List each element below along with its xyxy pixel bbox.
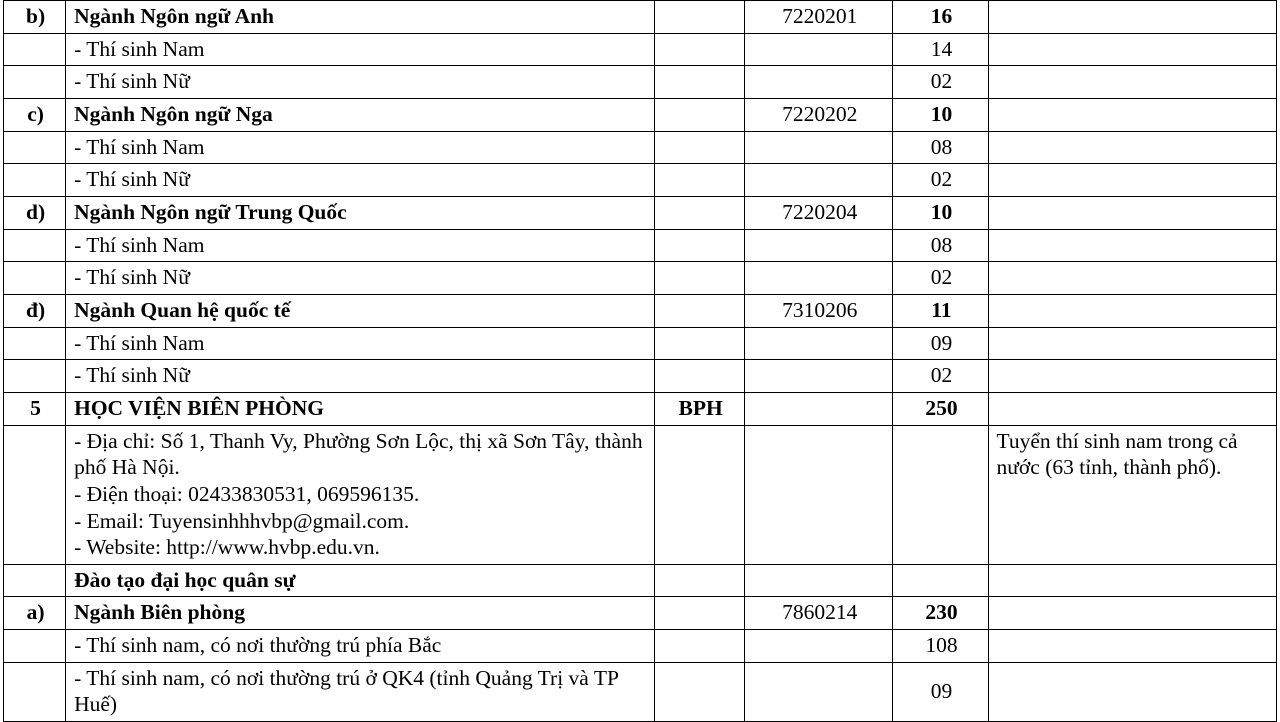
row-note-cell — [988, 164, 1276, 197]
row-major-code-cell — [745, 327, 893, 360]
row-major-code-cell — [745, 360, 893, 393]
row-major-code-cell: 7220204 — [745, 196, 893, 229]
row-index-cell — [4, 131, 66, 164]
row-quota-cell: 02 — [893, 360, 988, 393]
row-major-code-cell: 7310206 — [745, 294, 893, 327]
row-quota-cell: 16 — [893, 1, 988, 34]
row-major-code-cell — [745, 564, 893, 597]
row-name-cell: - Thí sinh Nữ — [66, 360, 655, 393]
row-quota-cell: 08 — [893, 131, 988, 164]
row-name-cell: - Thí sinh Nam — [66, 33, 655, 66]
row-name-cell: - Thí sinh Nam — [66, 131, 655, 164]
row-major-code-cell — [745, 630, 893, 663]
row-school-code-cell — [655, 164, 745, 197]
row-index-cell: d) — [4, 196, 66, 229]
row-major-code-cell: 7220202 — [745, 98, 893, 131]
table-row — [4, 98, 1277, 131]
table-row — [4, 229, 1277, 262]
row-name-cell: - Thí sinh Nam — [66, 229, 655, 262]
row-school-code-cell — [655, 98, 745, 131]
row-name-cell: - Địa chỉ: Số 1, Thanh Vy, Phường Sơn Lộc, thị xã Sơn Tây, thành phố Hà Nội. - Điện thoại: 02433830531, 069596135. - Email: Tuyensinhhhvbp@gmail.com. - Website: http://www.hvbp.edu.vn. — [66, 425, 655, 564]
row-name-cell: - Thí sinh Nam — [66, 327, 655, 360]
row-name-cell: - Thí sinh nam, có nơi thường trú phía Bắc — [66, 630, 655, 663]
row-school-code-cell — [655, 66, 745, 99]
row-index-cell — [4, 662, 66, 721]
row-note-cell — [988, 33, 1276, 66]
row-note-cell — [988, 98, 1276, 131]
row-note-cell — [988, 360, 1276, 393]
row-name-cell: HỌC VIỆN BIÊN PHÒNG — [66, 392, 655, 425]
row-quota-cell: 02 — [893, 262, 988, 295]
row-note-cell — [988, 564, 1276, 597]
row-name-cell: Ngành Ngôn ngữ Nga — [66, 98, 655, 131]
row-name-cell: - Thí sinh nam, có nơi thường trú ở QK4 (tỉnh Quảng Trị và TP Huế) — [66, 662, 655, 721]
row-school-code-cell — [655, 597, 745, 630]
row-school-code-cell — [655, 327, 745, 360]
row-major-code-cell — [745, 392, 893, 425]
row-note-cell — [988, 196, 1276, 229]
row-index-cell — [4, 33, 66, 66]
table-row — [4, 597, 1277, 630]
row-quota-cell: 09 — [893, 662, 988, 721]
row-major-code-cell — [745, 229, 893, 262]
table-row — [4, 33, 1277, 66]
row-index-cell: b) — [4, 1, 66, 34]
table-row — [4, 662, 1277, 721]
table-row — [4, 1, 1277, 34]
row-quota-cell: 02 — [893, 164, 988, 197]
row-quota-cell — [893, 564, 988, 597]
row-note-cell — [988, 1, 1276, 34]
admission-quota-table — [3, 0, 1277, 722]
row-major-code-cell — [745, 662, 893, 721]
row-note-cell — [988, 131, 1276, 164]
table-row — [4, 131, 1277, 164]
row-school-code-cell — [655, 294, 745, 327]
table-row — [4, 294, 1277, 327]
row-note-cell — [988, 229, 1276, 262]
row-index-cell — [4, 425, 66, 564]
table-row — [4, 392, 1277, 425]
row-school-code-cell — [655, 229, 745, 262]
row-quota-cell: 10 — [893, 98, 988, 131]
row-school-code-cell — [655, 131, 745, 164]
row-index-cell — [4, 564, 66, 597]
table-row — [4, 164, 1277, 197]
row-major-code-cell: 7860214 — [745, 597, 893, 630]
row-note-cell — [988, 597, 1276, 630]
row-major-code-cell — [745, 425, 893, 564]
row-school-code-cell — [655, 1, 745, 34]
row-major-code-cell — [745, 164, 893, 197]
row-school-code-cell — [655, 262, 745, 295]
row-index-cell: 5 — [4, 392, 66, 425]
row-note-cell — [988, 327, 1276, 360]
row-name-cell: Ngành Biên phòng — [66, 597, 655, 630]
row-quota-cell: 250 — [893, 392, 988, 425]
row-name-cell: - Thí sinh Nữ — [66, 66, 655, 99]
row-quota-cell: 02 — [893, 66, 988, 99]
row-note-cell — [988, 630, 1276, 663]
row-quota-cell: 09 — [893, 327, 988, 360]
row-index-cell: c) — [4, 98, 66, 131]
row-quota-cell: 10 — [893, 196, 988, 229]
row-note-cell: Tuyển thí sinh nam trong cả nước (63 tỉnh, thành phố). — [988, 425, 1276, 564]
row-school-code-cell — [655, 33, 745, 66]
table-row — [4, 66, 1277, 99]
row-index-cell — [4, 164, 66, 197]
row-major-code-cell — [745, 33, 893, 66]
row-index-cell: a) — [4, 597, 66, 630]
row-index-cell — [4, 229, 66, 262]
row-index-cell — [4, 360, 66, 393]
row-index-cell — [4, 262, 66, 295]
row-quota-cell — [893, 425, 988, 564]
table-row — [4, 564, 1277, 597]
row-note-cell — [988, 294, 1276, 327]
row-major-code-cell: 7220201 — [745, 1, 893, 34]
row-name-cell: Ngành Ngôn ngữ Trung Quốc — [66, 196, 655, 229]
row-index-cell — [4, 327, 66, 360]
row-major-code-cell — [745, 131, 893, 164]
table-body — [4, 1, 1277, 722]
row-school-code-cell — [655, 564, 745, 597]
row-name-cell: Đào tạo đại học quân sự — [66, 564, 655, 597]
row-index-cell: đ) — [4, 294, 66, 327]
row-school-code-cell — [655, 630, 745, 663]
table-row — [4, 327, 1277, 360]
row-school-code-cell — [655, 662, 745, 721]
row-school-code-cell — [655, 425, 745, 564]
row-name-cell: Ngành Ngôn ngữ Anh — [66, 1, 655, 34]
row-quota-cell: 08 — [893, 229, 988, 262]
row-quota-cell: 14 — [893, 33, 988, 66]
table-row — [4, 360, 1277, 393]
row-note-cell — [988, 262, 1276, 295]
table-row — [4, 425, 1277, 564]
row-note-cell — [988, 66, 1276, 99]
table-row — [4, 630, 1277, 663]
row-school-code-cell — [655, 196, 745, 229]
row-quota-cell: 230 — [893, 597, 988, 630]
row-index-cell — [4, 66, 66, 99]
row-quota-cell: 11 — [893, 294, 988, 327]
row-major-code-cell — [745, 66, 893, 99]
row-school-code-cell — [655, 360, 745, 393]
row-note-cell — [988, 662, 1276, 721]
row-name-cell: - Thí sinh Nữ — [66, 262, 655, 295]
row-name-cell: - Thí sinh Nữ — [66, 164, 655, 197]
table-row — [4, 196, 1277, 229]
row-school-code-cell: BPH — [655, 392, 745, 425]
table-row — [4, 262, 1277, 295]
row-name-cell: Ngành Quan hệ quốc tế — [66, 294, 655, 327]
row-index-cell — [4, 630, 66, 663]
row-note-cell — [988, 392, 1276, 425]
row-major-code-cell — [745, 262, 893, 295]
row-quota-cell: 108 — [893, 630, 988, 663]
